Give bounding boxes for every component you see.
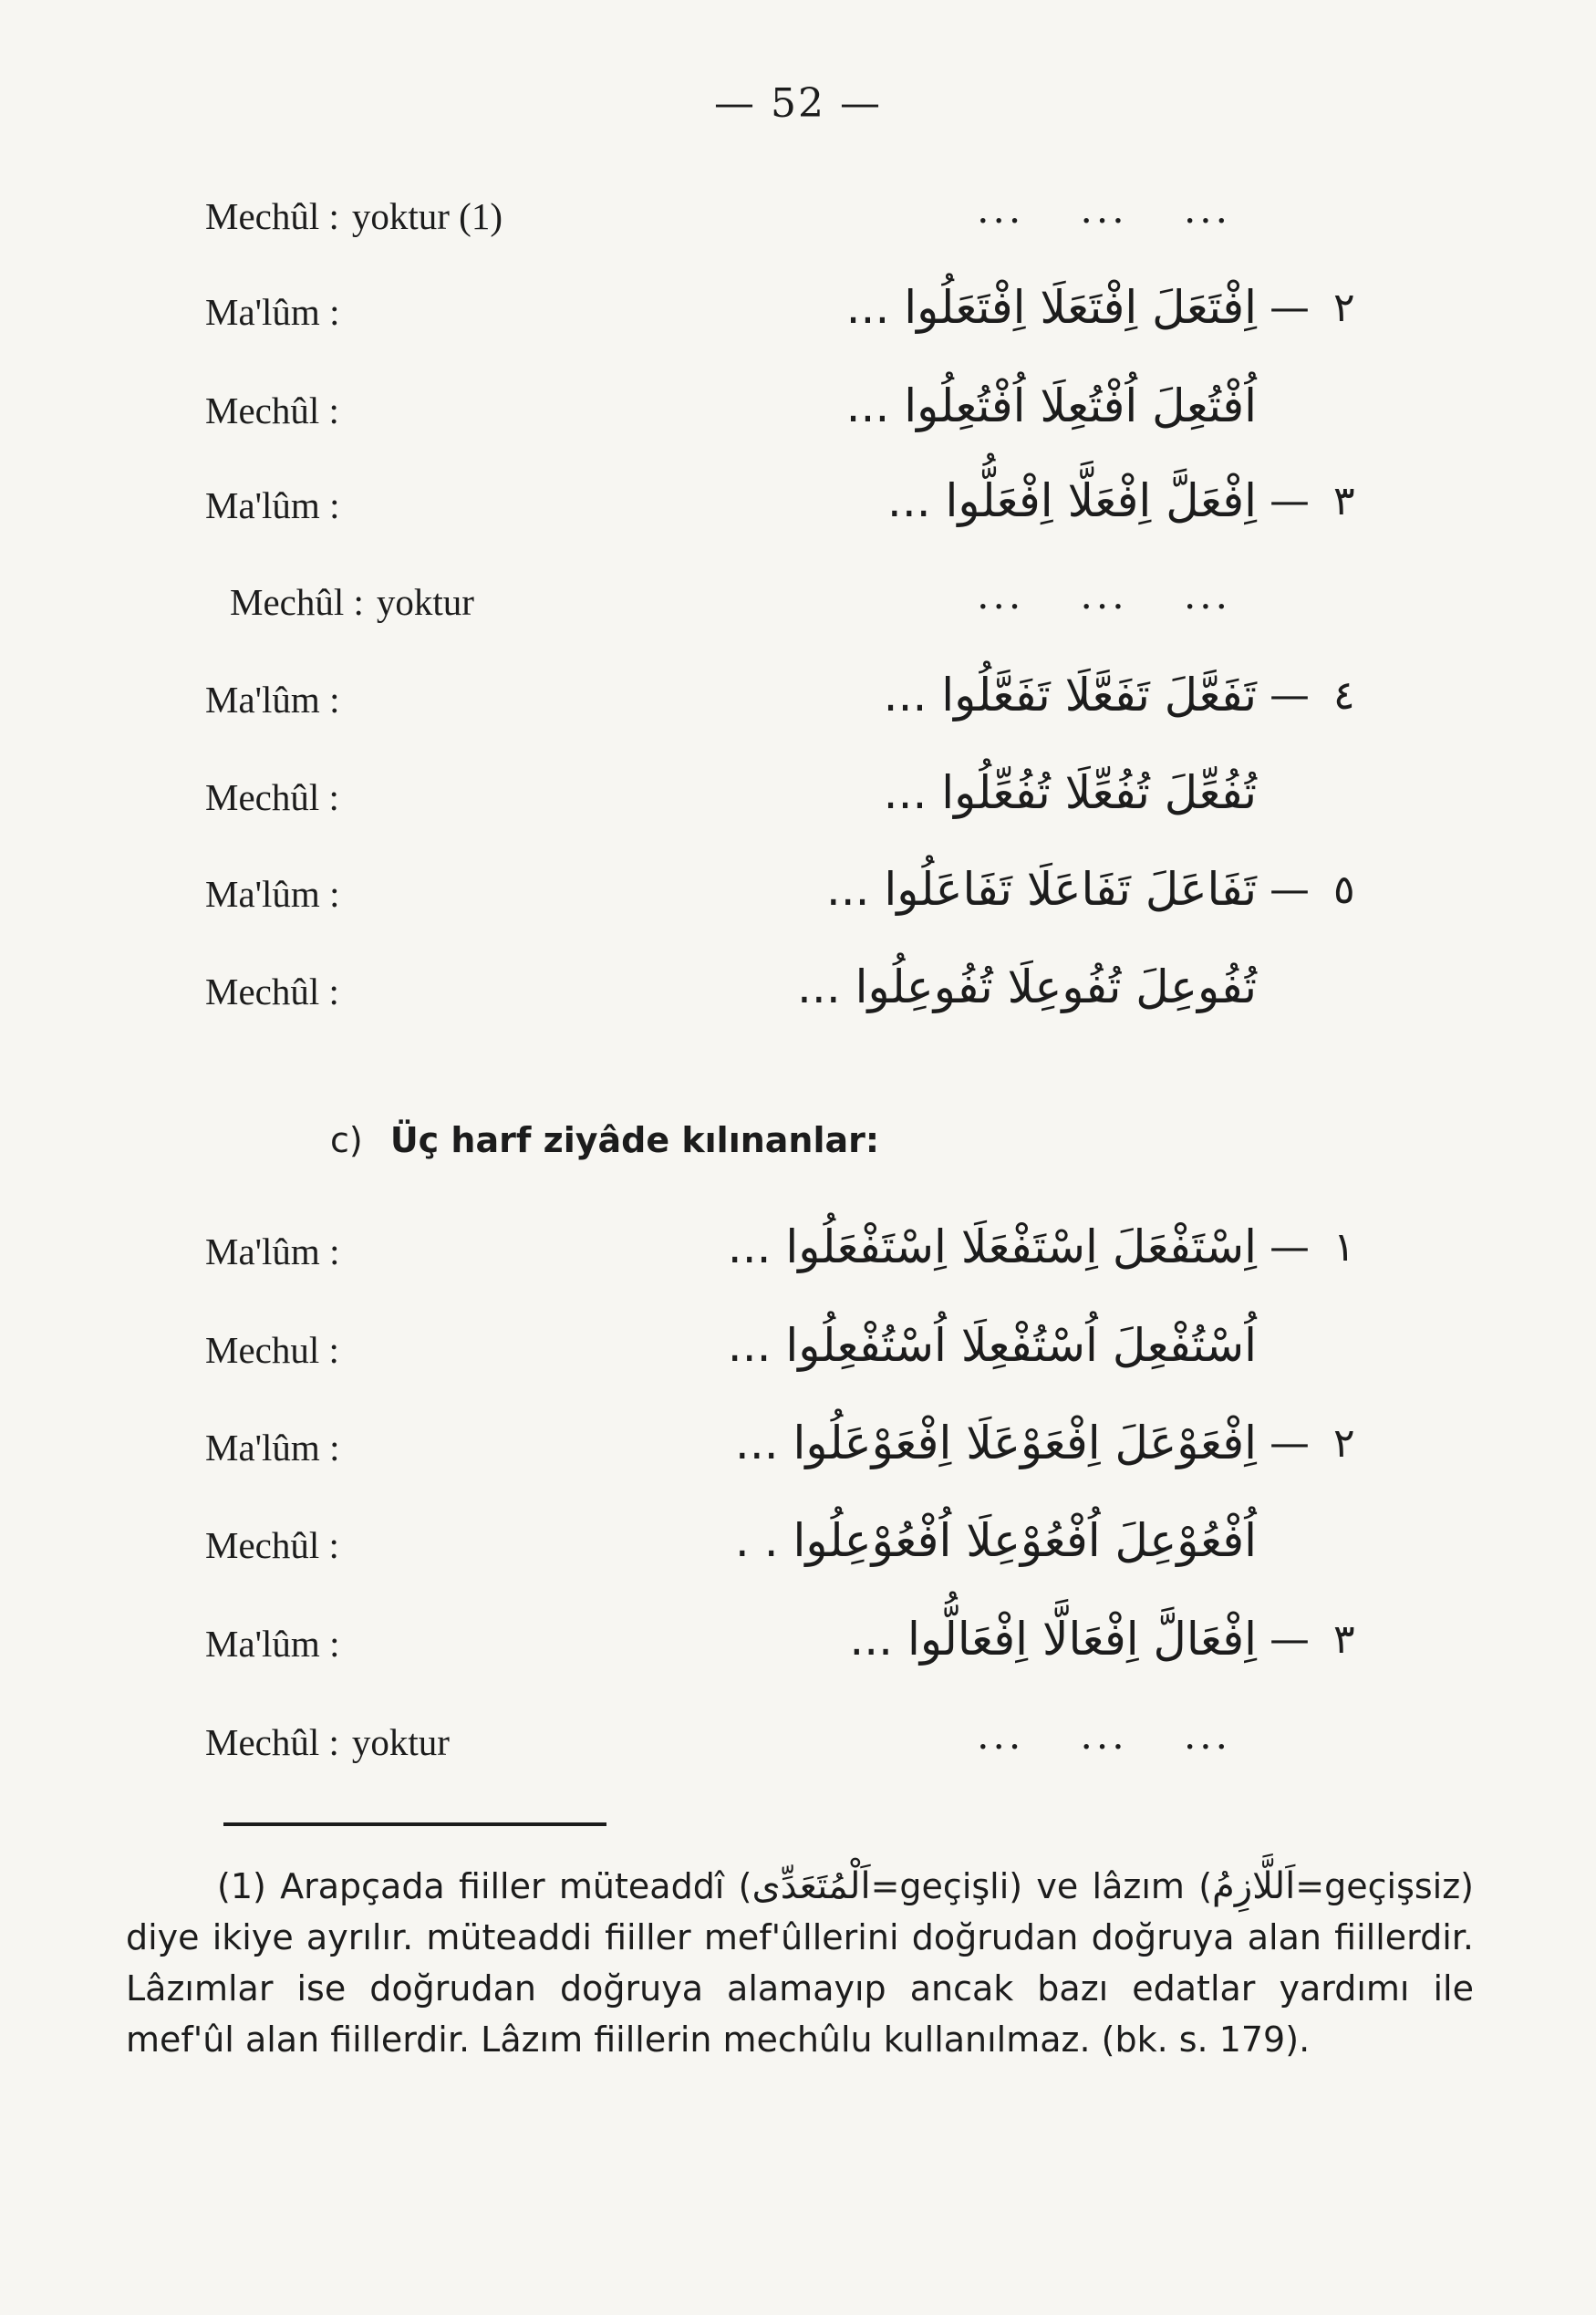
row-label	[205, 1426, 339, 1469]
conjugation-row	[0, 1409, 1596, 1491]
conjugation-row	[0, 564, 1596, 646]
row-number: ٢	[1333, 285, 1355, 331]
arabic-forms: تَفَاعَلَ تَفَاعَلَا تَفَاعَلُوا ...	[825, 863, 1257, 916]
row-dash: —	[1270, 1420, 1310, 1467]
voice-label: Ma'lûm :	[205, 1623, 340, 1665]
arabic-forms: تُفُعِّلَ تُفُعِّلَا تُفُعِّلُوا ...	[883, 766, 1257, 819]
row-number: ٢	[1333, 1420, 1355, 1467]
row-label	[205, 290, 339, 334]
voice-label: Mechul :	[205, 1329, 339, 1371]
arabic-forms: تَفَعَّلَ تَفَعَّلَا تَفَعَّلُوا ...	[883, 669, 1257, 721]
arabic-forms: اِفْعَالَّ اِفْعَالَّا اِفْعَالُّوا ...	[849, 1613, 1257, 1666]
arabic-forms: تُفُوعِلَ تُفُوعِلَا تُفُوعِلُوا ...	[797, 960, 1257, 1013]
row-label	[205, 1720, 450, 1764]
ellipsis-placeholder: ... ... ...	[977, 573, 1231, 618]
row-note: yoktur	[376, 581, 474, 623]
row-label	[230, 580, 474, 624]
row-dash: —	[1270, 867, 1310, 913]
voice-label: Ma'lûm :	[205, 484, 340, 526]
voice-label: Ma'lûm :	[205, 679, 340, 721]
arabic-forms: اُفْعُوْعِلَ اُفْعُوْعِلَا اُفْعُوْعِلُوا . .	[734, 1514, 1257, 1567]
conjugation-row	[0, 372, 1596, 454]
voice-label: Ma'lûm :	[205, 1230, 340, 1272]
row-note: yoktur (1)	[351, 195, 503, 237]
voice-label: Mechûl :	[230, 581, 364, 623]
row-dash: —	[1270, 285, 1310, 331]
conjugation-row	[0, 856, 1596, 938]
arabic-forms: اِفْعَوْعَلَ اِفْعَوْعَلَا اِفْعَوْعَلُوا ...	[734, 1417, 1257, 1469]
section-title: Üç harf ziyâde kılınanlar:	[389, 1120, 880, 1160]
row-label	[205, 678, 339, 721]
conjugation-row	[0, 1704, 1596, 1786]
voice-label: Mechûl :	[205, 971, 339, 1012]
footnote-rule	[223, 1822, 606, 1826]
voice-label: Mechûl :	[205, 776, 339, 818]
row-note: yoktur	[351, 1721, 450, 1763]
row-number: ٤	[1333, 672, 1355, 719]
footnote-text-part-2: =geçişli) ve lâzım (	[870, 1866, 1213, 1906]
arabic-forms: اُفْتُعِلَ اُفْتُعِلَا اُفْتُعِلُوا ...	[845, 379, 1257, 432]
voice-label: Mechûl :	[205, 1524, 339, 1566]
row-number: ٥	[1333, 867, 1355, 913]
row-dash: —	[1270, 672, 1310, 719]
conjugation-row	[0, 274, 1596, 356]
voice-label: Mechûl :	[205, 1721, 339, 1763]
section-heading-c	[330, 1120, 879, 1160]
row-label	[205, 970, 339, 1013]
conjugation-row	[0, 759, 1596, 841]
row-label	[205, 1328, 339, 1372]
ellipsis-placeholder: ... ... ...	[977, 1713, 1231, 1758]
footnote-text-part-1: (1) Arapçada fiiller müteaddî (	[217, 1866, 752, 1906]
row-number: ٣	[1333, 1616, 1355, 1663]
conjugation-row	[0, 953, 1596, 1035]
footnote	[126, 1861, 1474, 2065]
ellipsis-placeholder: ... ... ...	[977, 187, 1231, 232]
row-label	[205, 1230, 339, 1273]
arabic-forms: اِفْتَعَلَ اِفْتَعَلَا اِفْتَعَلُوا ...	[845, 281, 1257, 334]
section-letter: c)	[330, 1120, 363, 1160]
conjugation-row	[0, 1312, 1596, 1394]
row-label	[205, 872, 339, 916]
conjugation-row	[0, 1605, 1596, 1687]
page-number: — 52 —	[714, 80, 882, 127]
row-number: ٣	[1333, 478, 1355, 524]
voice-label: Mechûl :	[205, 389, 339, 431]
arabic-forms: اِفْعَلَّ اِفْعَلَّا اِفْعَلُّوا ...	[886, 474, 1257, 527]
row-label	[205, 1523, 339, 1567]
row-label	[205, 483, 339, 527]
arabic-forms: اُسْتُفْعِلَ اُسْتُفْعِلَا اُسْتُفْعِلُوا ...	[727, 1319, 1257, 1372]
footnote-arabic-lazim: اَللَّازِمُ	[1212, 1865, 1296, 1907]
conjugation-row	[0, 1213, 1596, 1295]
row-label	[205, 775, 339, 819]
conjugation-row	[0, 661, 1596, 743]
row-label	[205, 389, 339, 432]
voice-label: Mechûl :	[205, 195, 339, 237]
footnote-arabic-muteaddi: اَلْمُتَعَدِّى	[751, 1865, 871, 1907]
conjugation-row	[0, 467, 1596, 549]
row-dash: —	[1270, 1616, 1310, 1663]
row-label	[205, 1622, 339, 1666]
voice-label: Ma'lûm :	[205, 873, 340, 915]
row-label	[205, 194, 503, 238]
row-number: ١	[1333, 1224, 1355, 1271]
footnote-text	[126, 1861, 1474, 2065]
voice-label: Ma'lûm :	[205, 1427, 340, 1469]
voice-label: Ma'lûm :	[205, 291, 340, 333]
conjugation-row	[0, 178, 1596, 260]
conjugation-row	[0, 1507, 1596, 1589]
footnote-text-part-3: =geçişsiz) diye ikiye ayrılır. müteaddi fiiller mef'ûllerini doğrudan doğruya alan fiillerdir. Lâzımlar ise doğrudan doğruya alamayıp ancak bazı edatlar yardımı ile mef'ûl alan fiillerdir. Lâzım fiillerin mechûlu kullanılmaz. (bk. s. 179).	[126, 1866, 1475, 2060]
row-dash: —	[1270, 478, 1310, 524]
arabic-forms: اِسْتَفْعَلَ اِسْتَفْعَلَا اِسْتَفْعَلُوا ...	[727, 1220, 1257, 1273]
row-dash: —	[1270, 1224, 1310, 1271]
